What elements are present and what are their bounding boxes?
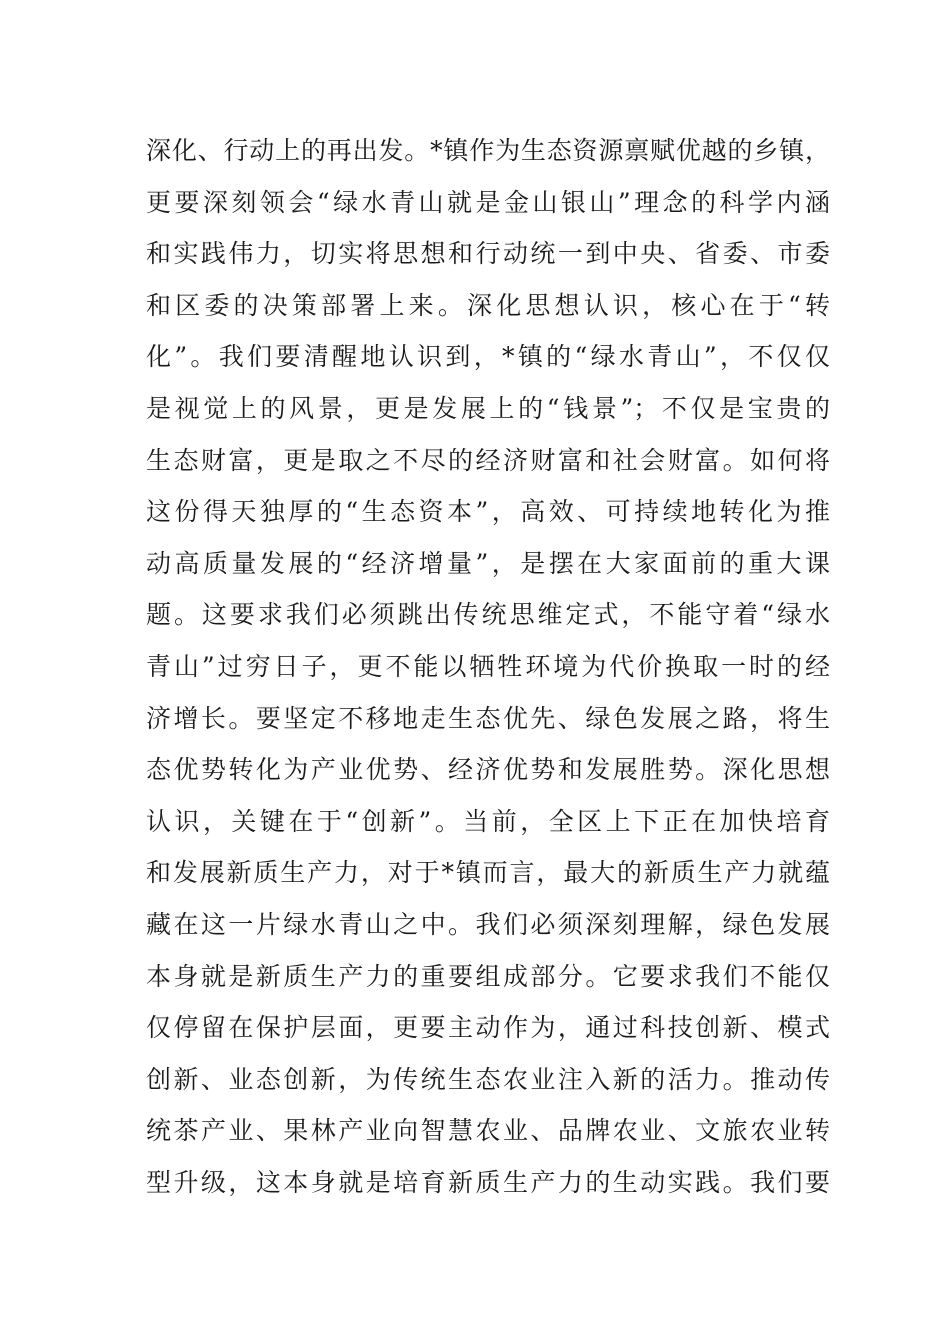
text-line: 生态财富，更是取之不尽的经济财富和社会财富。如何将 bbox=[146, 445, 830, 475]
text-line: 济增长。要坚定不移地走生态优先、绿色发展之路，将生 bbox=[146, 703, 830, 733]
body-paragraph bbox=[146, 125, 830, 1208]
text-line: 是视觉上的风景，更是发展上的“钱景”；不仅是宝贵的 bbox=[146, 393, 830, 423]
text-line: 和发展新质生产力，对于*镇而言，最大的新质生产力就蕴 bbox=[146, 858, 830, 888]
text-line: 创新、业态创新，为传统生态农业注入新的活力。推动传 bbox=[146, 1064, 830, 1094]
text-line: 化”。我们要清醒地认识到，*镇的“绿水青山”，不仅仅 bbox=[146, 342, 830, 372]
text-line: 动高质量发展的“经济增量”，是摆在大家面前的重大课 bbox=[146, 548, 830, 578]
text-line: 这份得天独厚的“生态资本”，高效、可持续地转化为推 bbox=[146, 497, 830, 527]
text-line: 型升级，这本身就是培育新质生产力的生动实践。我们要 bbox=[146, 1167, 830, 1197]
text-line: 本身就是新质生产力的重要组成部分。它要求我们不能仅 bbox=[146, 961, 830, 991]
text-line: 认识，关键在于“创新”。当前，全区上下正在加快培育 bbox=[146, 806, 830, 836]
text-line: 和实践伟力，切实将思想和行动统一到中央、省委、市委 bbox=[146, 239, 830, 269]
text-line: 更要深刻领会“绿水青山就是金山银山”理念的科学内涵 bbox=[146, 187, 830, 217]
text-line: 仅停留在保护层面，更要主动作为，通过科技创新、模式 bbox=[146, 1013, 830, 1043]
text-line: 和区委的决策部署上来。深化思想认识，核心在于“转 bbox=[146, 290, 830, 320]
text-line: 深化、行动上的再出发。*镇作为生态资源禀赋优越的乡镇， bbox=[146, 136, 830, 165]
text-line: 藏在这一片绿水青山之中。我们必须深刻理解，绿色发展 bbox=[146, 909, 830, 939]
text-line: 统茶产业、果林产业向智慧农业、品牌农业、文旅农业转 bbox=[146, 1116, 830, 1146]
text-line: 题。这要求我们必须跳出传统思维定式，不能守着“绿水 bbox=[146, 600, 830, 630]
text-line: 青山”过穷日子，更不能以牺牲环境为代价换取一时的经 bbox=[146, 651, 830, 681]
text-line: 态优势转化为产业优势、经济优势和发展胜势。深化思想 bbox=[146, 755, 830, 785]
